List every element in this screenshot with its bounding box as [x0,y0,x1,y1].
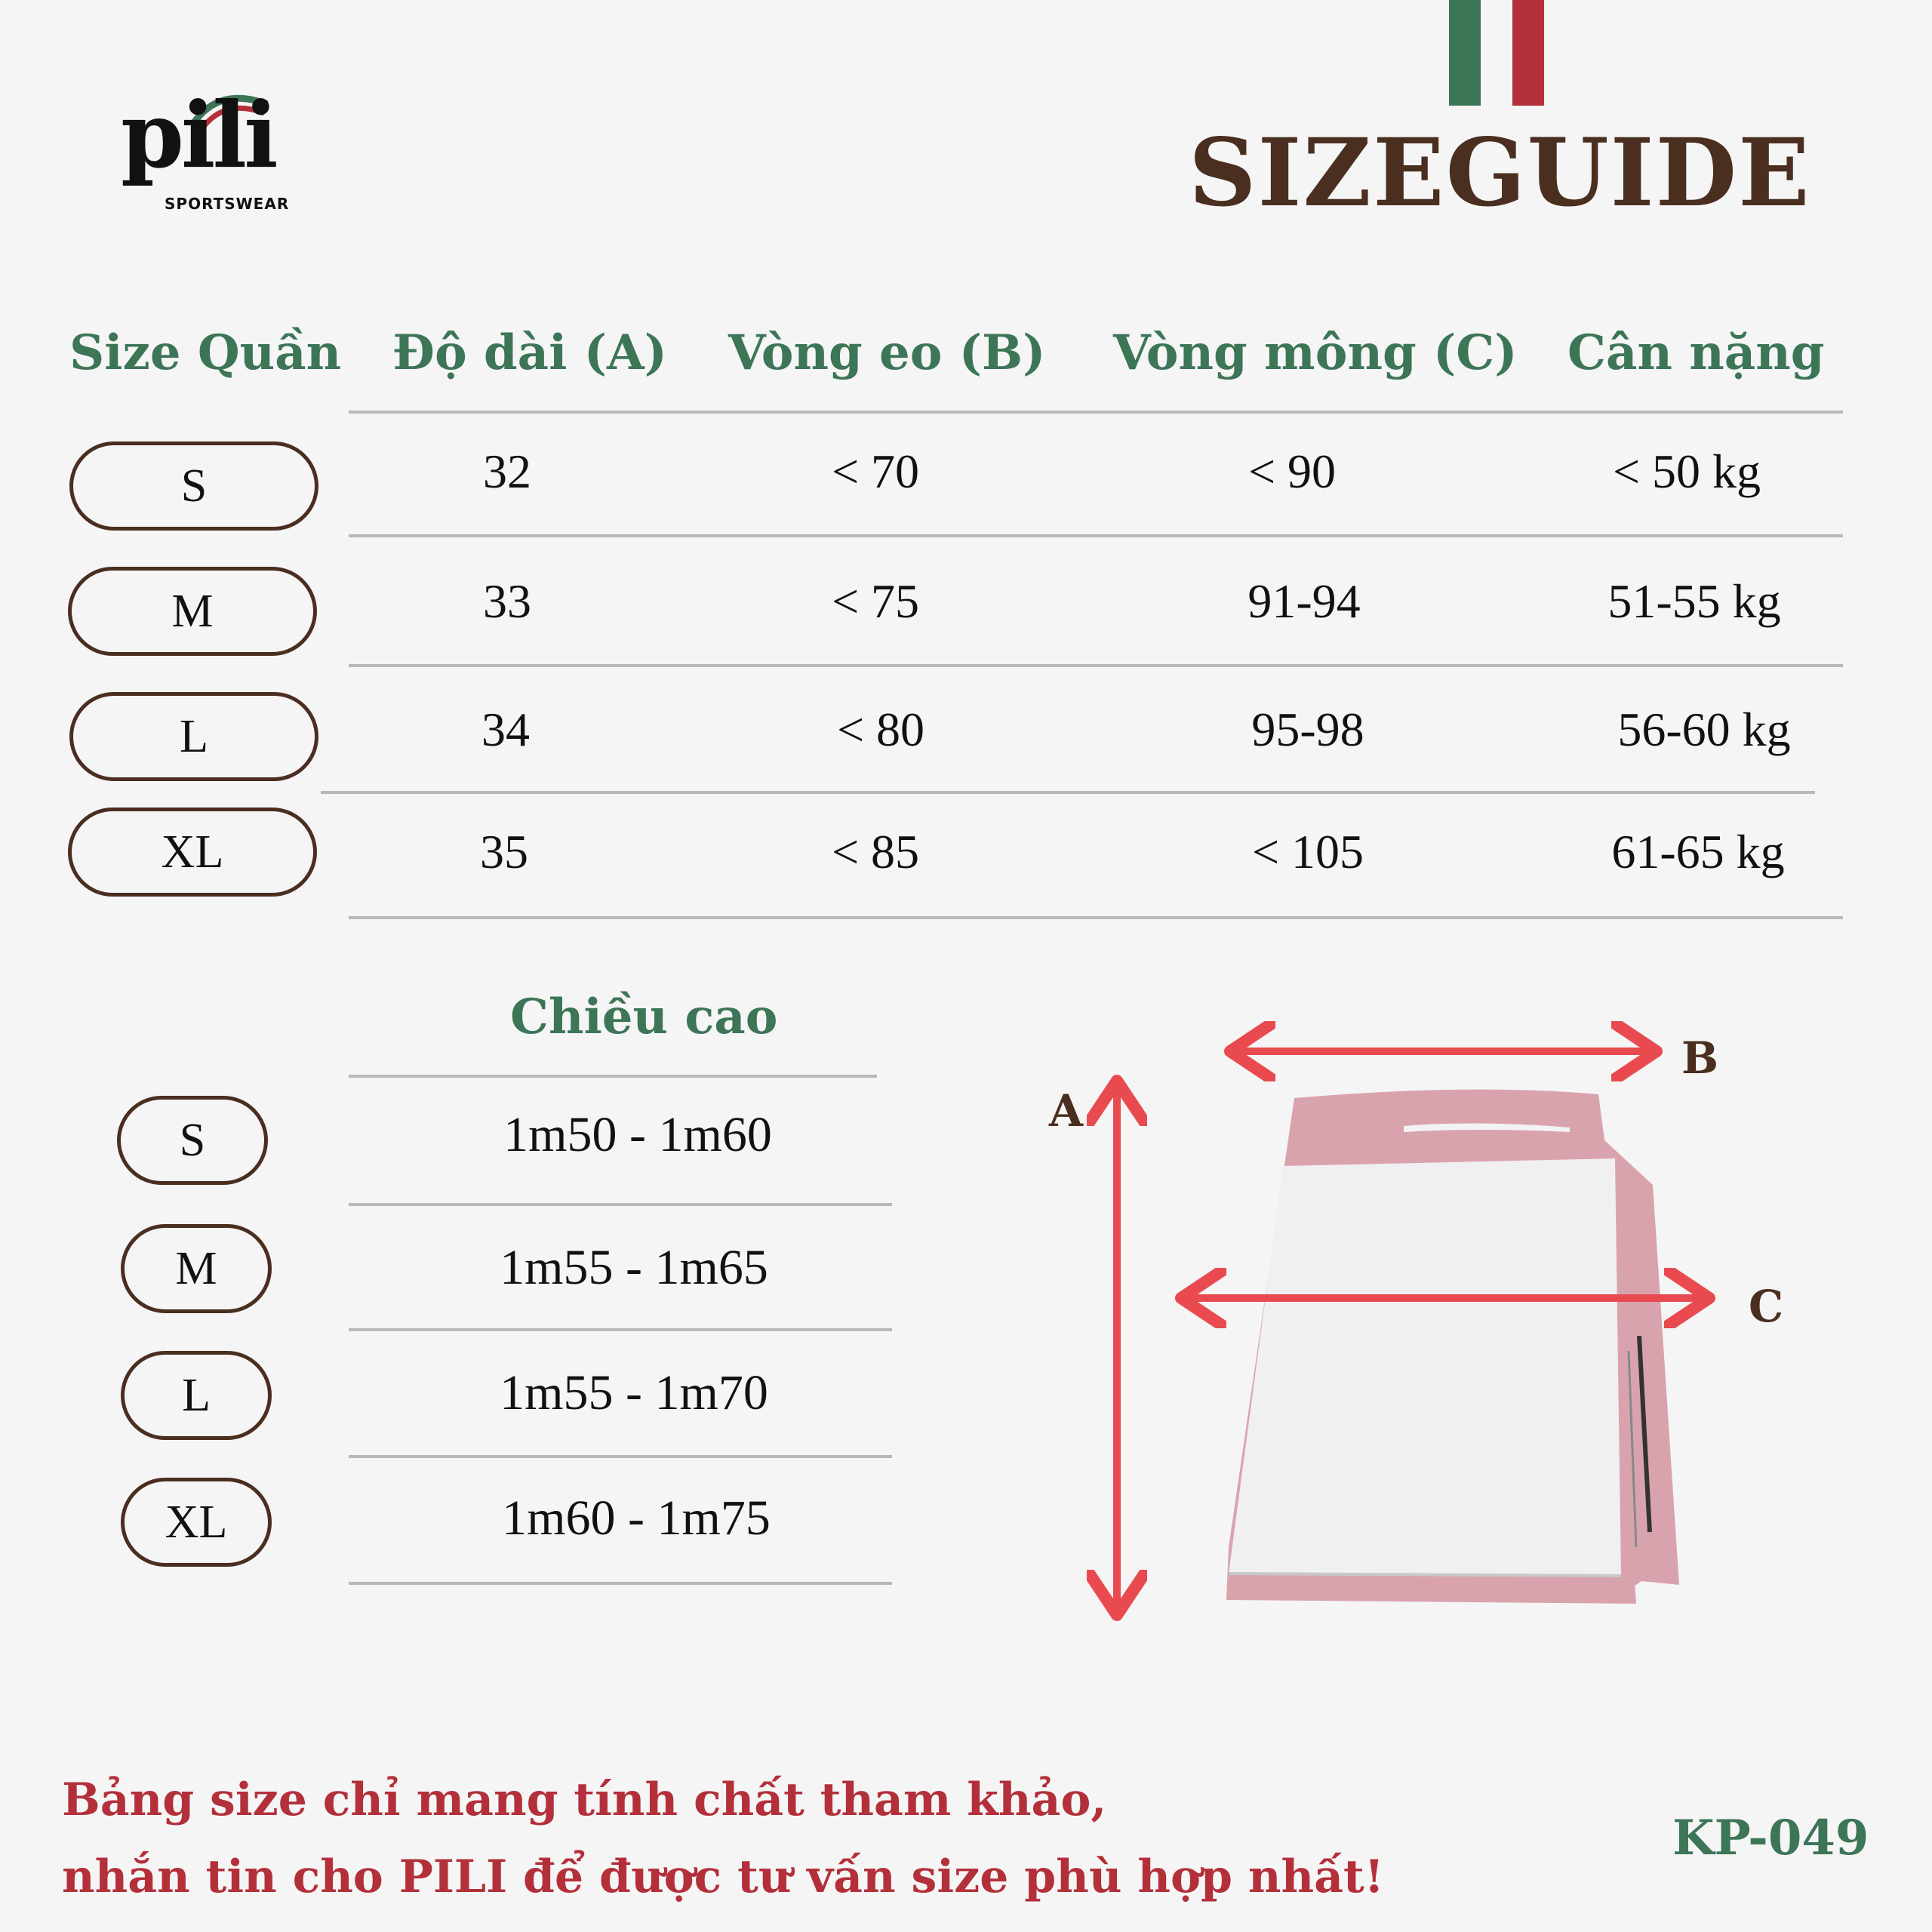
size-badge: M [121,1224,272,1313]
weight-value: < 50 kg [1612,445,1761,498]
length-value: 33 [483,574,531,628]
header-hip: Vòng mông (C) [1113,325,1518,381]
weight-value: 51-55 kg [1607,574,1781,628]
table-divider [349,1203,892,1206]
dimension-label-a: A [1049,1085,1084,1137]
length-value: 34 [481,703,530,756]
disclaimer-line-2: nhắn tin cho PILI để được tư vấn size phù hợp nhất! [62,1850,1385,1903]
waist-value: < 70 [831,445,920,498]
flag-stripe-red [1512,0,1544,106]
flag-stripe-green [1449,0,1481,106]
hip-value: < 105 [1251,825,1364,878]
logo-wordmark: pili [121,82,275,189]
disclaimer-line-1: Bảng size chỉ mang tính chất tham khảo, [62,1774,1107,1826]
table-divider [349,664,1843,667]
skirt-diagram [1041,1011,1796,1630]
size-badge: S [69,441,318,531]
table-divider [349,916,1843,919]
weight-value: 61-65 kg [1611,825,1785,878]
height-value: 1m60 - 1m75 [502,1491,771,1546]
waist-value: < 80 [836,703,925,756]
height-value: 1m55 - 1m65 [500,1240,768,1295]
header-waist: Vòng eo (B) [728,325,1046,381]
size-badge: L [121,1351,272,1440]
header-weight: Cân nặng [1567,325,1825,381]
table-divider [349,1455,892,1458]
skirt-illustration [1226,1090,1679,1604]
table-divider [349,411,1843,414]
waist-value: < 85 [831,825,920,878]
page-title: SIZEGUIDE [1189,118,1811,228]
hip-value: < 90 [1247,445,1337,498]
waist-value: < 75 [831,574,920,628]
length-value: 32 [483,445,531,498]
size-badge: S [117,1096,268,1185]
table-divider [349,534,1843,537]
hip-value: 91-94 [1247,574,1361,628]
height-value: 1m50 - 1m60 [503,1107,772,1162]
header-length: Độ dài (A) [392,325,667,381]
product-code: KP-049 [1672,1810,1869,1866]
table-divider [349,1075,877,1078]
table-divider [349,1582,892,1585]
table-divider [349,1328,892,1331]
size-badge: M [68,567,317,656]
height-value: 1m55 - 1m70 [500,1365,768,1420]
header-size: Size Quần [69,325,342,381]
table-divider [321,791,1815,794]
dimension-label-b: B [1681,1032,1719,1084]
size-badge: XL [68,808,317,897]
flag-stripe-white [1481,0,1512,106]
logo-tagline: SPORTSWEAR [165,195,290,213]
length-value: 35 [480,825,528,878]
header-height: Chiều cao [510,989,778,1045]
hip-value: 95-98 [1251,703,1364,756]
dimension-label-c: C [1749,1281,1784,1332]
size-badge: XL [121,1478,272,1567]
size-badge: L [69,692,318,781]
weight-value: 56-60 kg [1617,703,1791,756]
